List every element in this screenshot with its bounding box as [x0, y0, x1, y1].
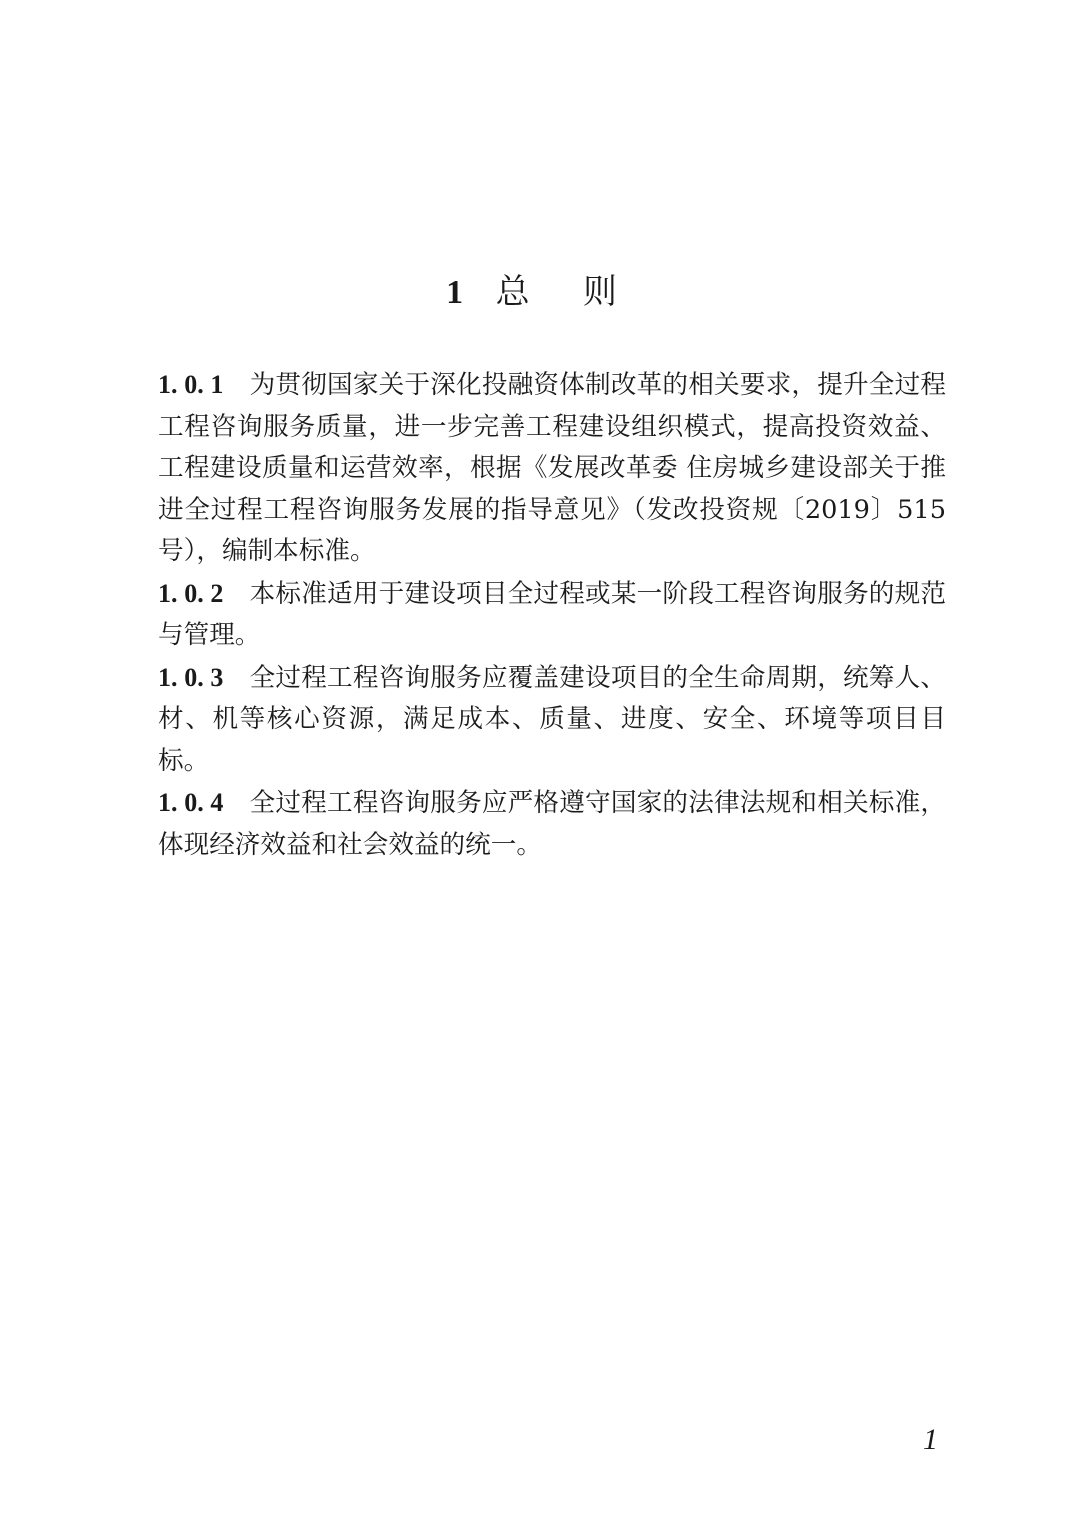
clause-number: 1. 0. 2 [158, 578, 224, 608]
clause-1-0-4 [158, 782, 946, 866]
clause-text: 全过程工程咨询服务应覆盖建设项目的全生命周期，统筹人、材、机等核心资源，满足成本、质量、进度、安全、环境等项目目标。 [158, 662, 946, 776]
clause-1-0-1 [158, 364, 946, 573]
clause-list [158, 364, 946, 866]
clause-number: 1. 0. 4 [158, 788, 224, 817]
clause-1-0-2 [158, 573, 946, 657]
clause-number: 1. 0. 1 [158, 370, 224, 399]
chapter-title: 总 则 [495, 272, 619, 312]
clause-text: 为贯彻国家关于深化投融资体制改革的相关要求，提升全过程工程咨询服务质量，进一步完善工程建设组织模式，提高投资效益、工程建设质量和运营效率，根据《发展改革委 住房城乡建设部关于推进全过程工程咨询服务发展的指导意见》（发改投资规〔2019〕515 号），编制本标准。 [158, 370, 946, 566]
chapter-number: 1 [446, 274, 464, 311]
page-number: 1 [923, 1423, 938, 1456]
clause-1-0-3 [158, 657, 946, 783]
clause-number: 1. 0. 3 [158, 662, 224, 692]
clause-text: 本标准适用于建设项目全过程或某一阶段工程咨询服务的规范与管理。 [158, 578, 946, 650]
clause-text: 全过程工程咨询服务应严格遵守国家的法律法规和相关标准，体现经济效益和社会效益的统一。 [158, 788, 946, 860]
chapter-heading [0, 268, 1065, 317]
